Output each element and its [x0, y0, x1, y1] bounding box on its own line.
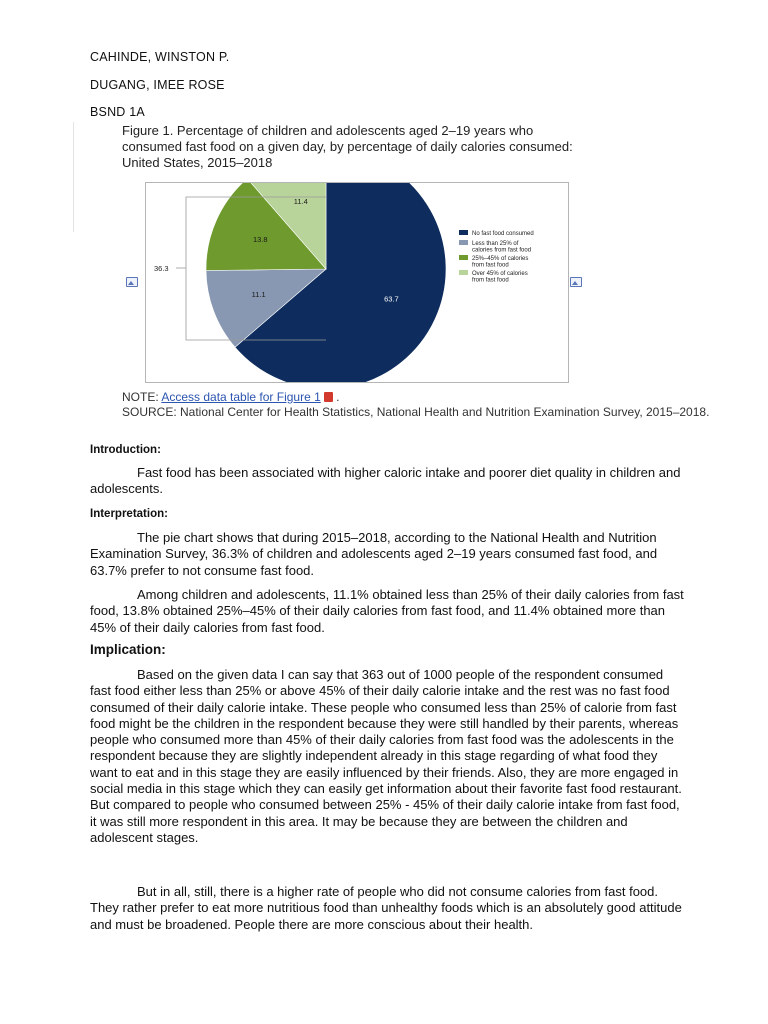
- interpretation-heading: Interpretation:: [90, 508, 168, 520]
- author-line-1: CAHINDE, WINSTON P.: [90, 50, 230, 64]
- pie-chart-frame: [145, 182, 569, 383]
- image-icon-left[interactable]: [126, 277, 138, 287]
- legend-label-2-1: from fast food: [472, 262, 509, 269]
- pie-chart: [146, 183, 568, 382]
- interpretation-paragraph-2: Among children and adolescents, 11.1% obtained less than 25% of their daily calories from fast food, 13.8% obtained 25%–45% of their daily calories from fast food, and 11.4% obtained more than 45% of their daily calories from fast food.: [90, 587, 684, 635]
- interpretation-paragraph-1: The pie chart shows that during 2015–2018, according to the National Health and Nutrition Examination Survey, 36.3% of children and adolescents aged 2–19 years consumed fast food, and 63.7% prefer to not consume fast food.: [90, 530, 658, 578]
- slice-label-1: 11.1: [251, 289, 266, 299]
- legend-label-0-0: No fast food consumed: [472, 231, 534, 237]
- document-header: [90, 50, 229, 133]
- note-line: [122, 390, 722, 405]
- legend-label-3-0: Over 45% of calories: [472, 271, 528, 277]
- legend-label-1-0: Less than 25% of: [472, 241, 519, 247]
- image-icon-right[interactable]: [570, 277, 582, 287]
- legend-swatch-0: [459, 230, 468, 235]
- implication-paragraph-1: Based on the given data I can say that 363 out of 1000 people of the respondent consumed fast food either less than 25% or above 45% of their daily calorie intake and the rest was no fast food consumed of their daily calorie intake. These people who consumed less than 25% of calorie from fast food might be the children in the respondent because they were still handled by their parents, whereas people who consumed more than 45% of their daily calories from fast food was the adolescents in the respondent because they are slightly independent already in this stage regarding of what food they want to eat and in this stage they are easily influenced by their friends. Also, they are more engaged in social media in this stage which they can easily get information about their favorite fast food restaurant. But compared to people who consumed between 25% - 45% of their daily calorie intake from fast food, it was still more respondent in this area. It may be because they are between the children and adolescent stages.: [90, 667, 682, 845]
- pdf-icon[interactable]: [324, 392, 333, 402]
- legend-swatch-2: [459, 255, 468, 260]
- note-suffix: .: [336, 390, 340, 404]
- introduction-paragraph: Fast food has been associated with higher caloric intake and poorer diet quality in children and adolescents.: [90, 465, 681, 497]
- slice-label-3: 11.4: [293, 197, 308, 207]
- implication-paragraph-2: But in all, still, there is a higher rate of people who did not consume calories from fast food. They rather prefer to eat more nutritious food than unhealthy foods which is an absolutely good attitude and must be broadened. People there are more conscious about their health.: [90, 884, 682, 932]
- section-line: BSND 1A: [90, 105, 145, 119]
- slice-label-2: 13.8: [252, 235, 268, 245]
- figure-title: Figure 1. Percentage of children and adolescents aged 2–19 years who consumed fast food on a given day, by percentage of daily calories consumed: United States, 2015–2018: [122, 123, 573, 170]
- legend-swatch-1: [459, 240, 468, 245]
- introduction-heading: Introduction:: [90, 444, 161, 456]
- slice-label-0: 63.7: [384, 294, 399, 304]
- figure-note: [122, 390, 722, 420]
- legend-label-3-1: from fast food: [472, 277, 509, 284]
- legend-swatch-3: [459, 270, 468, 275]
- source-line: SOURCE: National Center for Health Statistics, National Health and Nutrition Examination Survey, 2015–2018.: [122, 405, 710, 419]
- legend-label-2-0: 25%–45% of calories: [472, 256, 529, 262]
- legend-label-1-1: calories from fast food: [472, 247, 532, 254]
- page-edge-line: [73, 122, 74, 232]
- implication-heading: Implication:: [90, 642, 166, 657]
- bracket-label: 36.3: [154, 264, 169, 273]
- author-line-2: DUGANG, IMEE ROSE: [90, 77, 225, 92]
- note-prefix: NOTE:: [122, 390, 162, 404]
- data-table-link[interactable]: Access data table for Figure 1: [161, 390, 321, 404]
